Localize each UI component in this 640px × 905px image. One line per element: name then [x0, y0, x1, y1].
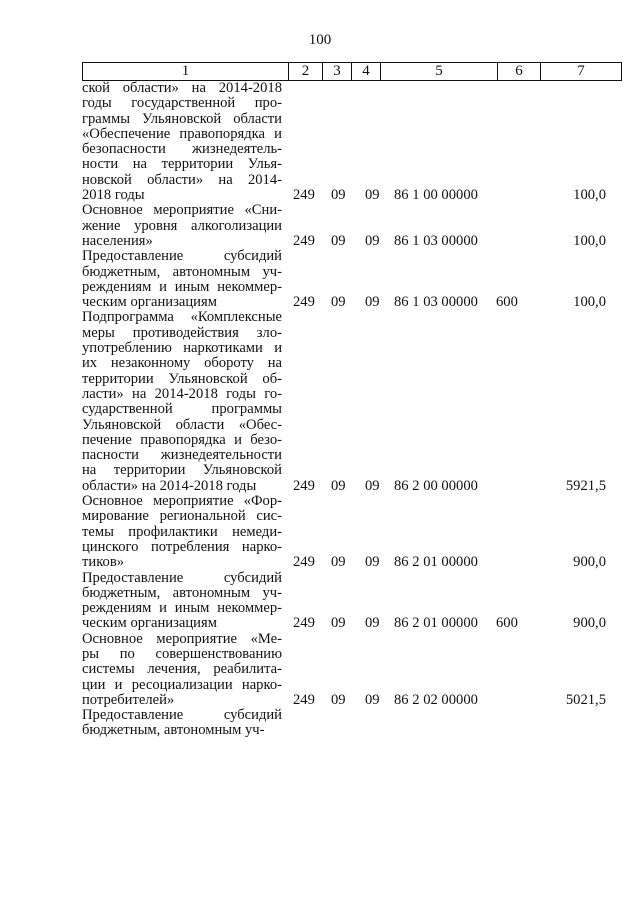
description-line: на территории Ульяновской: [82, 462, 282, 479]
description-line: реждениям и иным некоммер-: [82, 278, 282, 295]
table-row: [82, 81, 612, 203]
description-line: сударственной программы: [82, 401, 282, 418]
row-cell-c2: 249: [293, 615, 315, 632]
description-line: системы лечения, реабилита-: [82, 661, 282, 678]
row-cell-c7: 100,0: [573, 294, 606, 311]
description-line: 2018 годы: [82, 187, 145, 204]
description-line: меры противодействия зло-: [82, 324, 282, 341]
description-line: Предоставление субсидий: [82, 569, 282, 586]
row-cell-c5: 86 1 03 00000: [394, 294, 478, 311]
budget-table-body: [82, 81, 612, 739]
row-description: [82, 632, 282, 708]
description-line: безопасности жизнедеятель-: [82, 141, 282, 158]
table-row: [82, 632, 612, 708]
column-header-2: 2: [289, 63, 323, 81]
row-description: [82, 494, 282, 570]
row-cell-c7: 900,0: [573, 615, 606, 632]
row-cell-c3: 09: [331, 294, 346, 311]
description-line: Основное мероприятие «Фор-: [82, 493, 282, 510]
description-line: Основное мероприятие «Сни-: [82, 202, 282, 219]
table-row: [82, 249, 612, 310]
description-line: бюджетным, автономным уч-: [82, 263, 282, 280]
row-cell-c5: 86 2 01 00000: [394, 554, 478, 571]
description-line: граммы Ульяновской области: [82, 110, 282, 127]
row-cell-c3: 09: [331, 615, 346, 632]
column-header-4: 4: [352, 63, 381, 81]
description-line: ры по совершенствованию: [82, 645, 282, 662]
description-line: ской области» на 2014-2018: [82, 80, 282, 96]
description-line: ности на территории Улья-: [82, 156, 282, 173]
description-line: ческим организациям: [82, 615, 217, 632]
row-cell-c2: 249: [293, 187, 315, 204]
row-cell-c5: 86 2 02 00000: [394, 691, 478, 708]
column-header-3: 3: [323, 63, 352, 81]
table-header: [82, 62, 622, 81]
description-line: мирование региональной сис-: [82, 508, 282, 525]
description-line: годы государственной про-: [82, 95, 282, 112]
description-line: новской области» на 2014-: [82, 171, 282, 188]
row-cell-c2: 249: [293, 477, 315, 494]
row-description: [82, 81, 282, 203]
description-line: печение правопорядка и безо-: [82, 431, 282, 448]
description-line: области» на 2014-2018 годы: [82, 477, 257, 494]
row-cell-c6: 600: [496, 294, 518, 311]
row-cell-c3: 09: [331, 691, 346, 708]
row-cell-c2: 249: [293, 294, 315, 311]
row-cell-c2: 249: [293, 232, 315, 249]
table-row: [82, 708, 612, 739]
row-cell-c3: 09: [331, 187, 346, 204]
row-cell-c6: 600: [496, 615, 518, 632]
description-line: «Обеспечение правопорядка и: [82, 125, 282, 142]
description-line: цинского потребления нарко-: [82, 538, 282, 555]
row-cell-c7: 900,0: [573, 554, 606, 571]
description-line: жение уровня алкоголизации: [82, 217, 282, 234]
row-cell-c7: 5021,5: [565, 691, 606, 708]
description-line: их незаконному обороту на: [82, 355, 282, 372]
table-row: [82, 571, 612, 632]
row-cell-c2: 249: [293, 554, 315, 571]
description-line: Ульяновской области «Обес-: [82, 416, 282, 433]
row-cell-c7: 100,0: [573, 232, 606, 249]
description-line: темы профилактики немеди-: [82, 523, 282, 540]
column-header-5: 5: [381, 63, 498, 81]
row-cell-c4: 09: [365, 294, 380, 311]
description-line: населения»: [82, 232, 153, 249]
description-line: реждениям и иным некоммер-: [82, 600, 282, 617]
description-line: ласти» на 2014-2018 годы го-: [82, 385, 282, 402]
row-cell-c5: 86 2 00 00000: [394, 477, 478, 494]
row-cell-c3: 09: [331, 554, 346, 571]
table-row: [82, 494, 612, 570]
description-line: Подпрограмма «Комплексные: [82, 309, 282, 326]
row-description: [82, 571, 282, 632]
row-cell-c5: 86 2 01 00000: [394, 615, 478, 632]
page-number: 100: [308, 32, 332, 48]
row-cell-c7: 5921,5: [565, 477, 606, 494]
row-description: [82, 203, 282, 249]
description-line: бюджетным, автономным уч-: [82, 584, 282, 601]
row-cell-c4: 09: [365, 187, 380, 204]
row-cell-c3: 09: [331, 232, 346, 249]
row-cell-c4: 09: [365, 615, 380, 632]
description-line: ции и ресоциализации нарко-: [82, 676, 282, 693]
column-header-1: 1: [83, 63, 289, 81]
description-line: тиков»: [82, 554, 125, 571]
description-line: территории Ульяновской об-: [82, 370, 282, 387]
row-cell-c5: 86 1 03 00000: [394, 232, 478, 249]
row-cell-c4: 09: [365, 554, 380, 571]
row-cell-c7: 100,0: [573, 187, 606, 204]
row-description: [82, 310, 282, 494]
row-cell-c4: 09: [365, 477, 380, 494]
description-line: бюджетным, автономным уч-: [82, 722, 265, 739]
row-description: [82, 708, 282, 739]
row-cell-c3: 09: [331, 477, 346, 494]
description-line: потребителей»: [82, 691, 175, 708]
description-line: ческим организациям: [82, 294, 217, 311]
table-row: [82, 310, 612, 494]
row-cell-c4: 09: [365, 232, 380, 249]
table-row: [82, 203, 612, 249]
description-line: пасности жизнедеятельности: [82, 447, 282, 464]
description-line: Основное мероприятие «Ме-: [82, 630, 282, 647]
row-description: [82, 249, 282, 310]
column-header-6: 6: [498, 63, 541, 81]
description-line: Предоставление субсидий: [82, 707, 282, 724]
description-line: Предоставление субсидий: [82, 248, 282, 265]
column-header-7: 7: [541, 63, 622, 81]
description-line: употреблению наркотиками и: [82, 340, 282, 357]
row-cell-c2: 249: [293, 691, 315, 708]
row-cell-c5: 86 1 00 00000: [394, 187, 478, 204]
row-cell-c4: 09: [365, 691, 380, 708]
